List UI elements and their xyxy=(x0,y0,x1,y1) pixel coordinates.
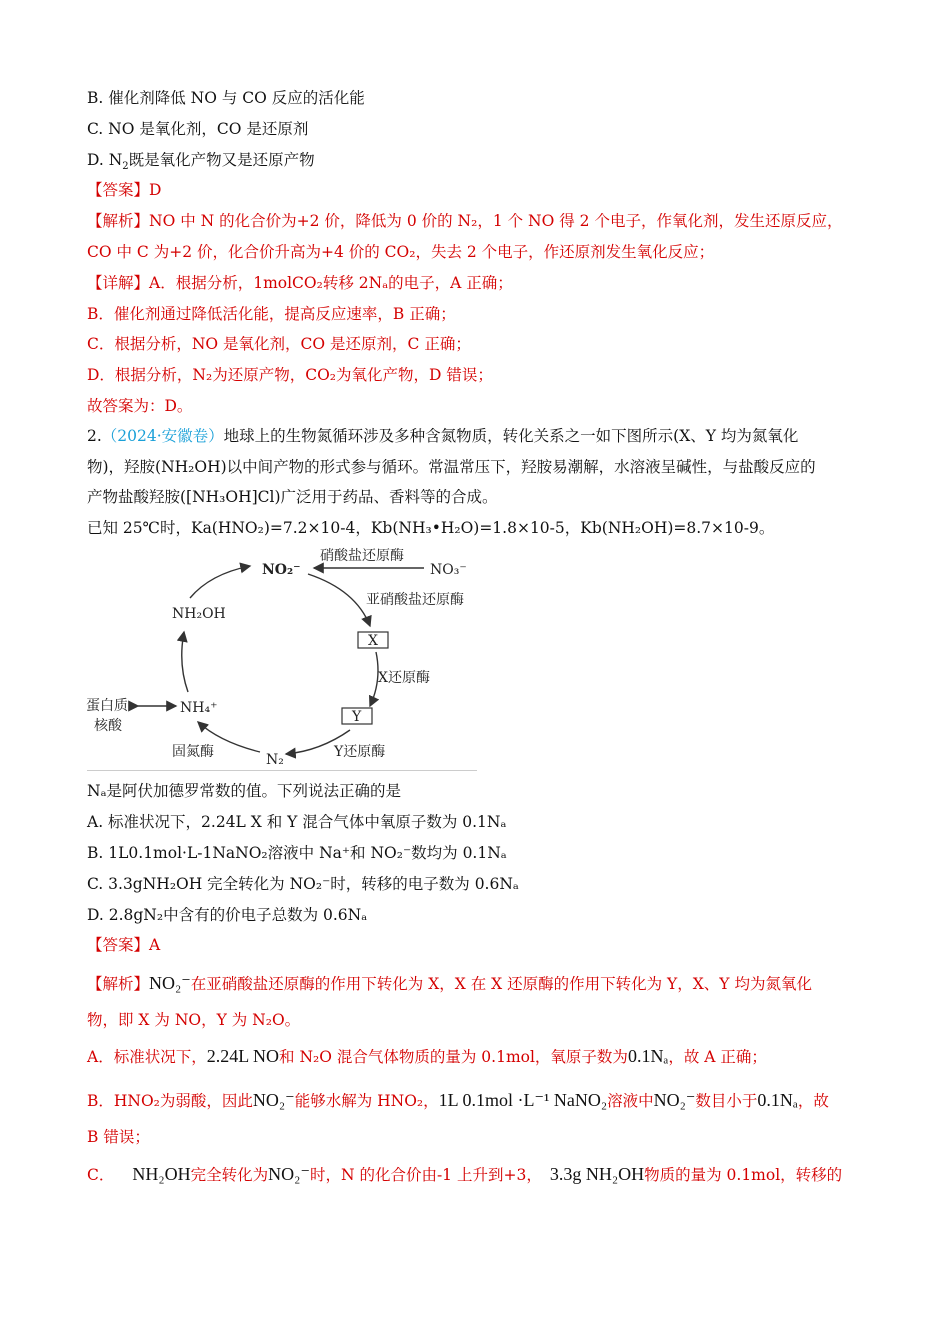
q2-analysis-b: B．HNO₂为弱酸，因此NO₂⁻能够水解为 HNO₂，1L 0.1mol ·L⁻¹ NaNO₂溶液中NO₂⁻数目小于0.1Nₐ，故 xyxy=(87,1090,829,1110)
label-enzyme-n2: 固氮酶 xyxy=(172,744,214,760)
q2-prompt: Nₐ是阿伏加德罗常数的值。下列说法正确的是 xyxy=(87,782,402,800)
q1-detail-a: 【详解】A．根据分析，1molCO₂转移 2Nₐ的电子，A 正确； xyxy=(87,274,513,292)
q2-analysis-line2: 物，即 X 为 NO，Y 为 N₂O。 xyxy=(87,1011,301,1029)
diagram-divider xyxy=(87,770,477,771)
q2-answer: 【答案】A xyxy=(87,936,161,954)
q1-analysis-line1: 【解析】NO 中 N 的化合价为+2 价，降低为 0 价的 N₂，1 个 NO 得 2 个电子，作氧化剂，发生还原反应， xyxy=(87,212,843,230)
label-enzyme-nitrate: 硝酸盐还原酶 xyxy=(320,548,404,564)
label-nucleic: 核酸 xyxy=(94,718,122,734)
q1-detail-d: D．根据分析，N₂为还原产物，CO₂为氧化产物，D 错误； xyxy=(87,366,493,384)
q2-analysis-a: A．标准状况下，2.24L NO和 N₂O 混合气体物质的量为 0.1mol，氧原子数为0.1Nₐ，故 A 正确； xyxy=(87,1046,767,1066)
label-enzyme-x: X还原酶 xyxy=(378,670,430,686)
q2-analysis-line1: 【解析】NO₂⁻在亚硝酸盐还原酶的作用下转化为 X，X 在 X 还原酶的作用下转化为 Y，X、Y 均为氮氧化 xyxy=(87,973,812,993)
q2-stem-line2: 物)，羟胺(NH₂OH)以中间产物的形式参与循环。常温常压下，羟胺易潮解，水溶液呈碱性，与盐酸反应的 xyxy=(87,458,816,476)
q1-detail-c: C．根据分析，NO 是氧化剂，CO 是还原剂，C 正确； xyxy=(87,335,471,353)
q2-source: （2024·安徽卷） xyxy=(101,427,224,445)
q2-stem-line4: 已知 25℃时，Ka(HNO₂)=7.2×10-4，Kb(NH₃•H₂O)=1.8×10-5，Kb(NH₂OH)=8.7×10-9。 xyxy=(87,519,775,537)
label-nitrate: NO₃⁻ xyxy=(430,562,467,578)
nitrogen-cycle-diagram xyxy=(80,546,480,772)
q1-option-d: D. $N_2$既是氧化产物又是还原产物 xyxy=(87,151,315,173)
arrow-nitrite-to-x xyxy=(308,574,370,626)
q2-analysis-b-line2: B 错误； xyxy=(87,1128,150,1146)
label-n2: N₂ xyxy=(266,752,284,768)
q1-option-c: C. NO 是氧化剂，CO 是还原剂 xyxy=(87,120,309,138)
arrow-nh2oh-to-nitrite xyxy=(190,566,250,598)
arrow-x-to-y xyxy=(370,652,378,706)
label-box-x: X xyxy=(368,633,378,649)
q2-option-b: B. 1L0.1mol·L-1NaNO₂溶液中 Na⁺和 NO₂⁻数均为 0.1Nₐ xyxy=(87,844,507,862)
arrow-nh4-to-nh2oh xyxy=(182,632,188,692)
q2-option-c: C. 3.3gNH₂OH 完全转化为 NO₂⁻时，转移的电子数为 0.6Nₐ xyxy=(87,875,519,893)
q1-answer: 【答案】D xyxy=(87,181,162,199)
q2-option-d: D. 2.8gN₂中含有的价电子总数为 0.6Nₐ xyxy=(87,906,368,924)
label-nitrite: NO₂⁻ xyxy=(262,562,301,578)
q2-stem-line1: 2.（2024·安徽卷）地球上的生物氮循环涉及多种含氮物质，转化关系之一如下图所示(X、Y 均为氮氧化 xyxy=(87,427,799,445)
q2-option-a: A. 标准状况下，2.24L X 和 Y 混合气体中氧原子数为 0.1Nₐ xyxy=(87,813,507,831)
q1-analysis-line2: CO 中 C 为+2 价，化合价升高为+4 价的 CO₂，失去 2 个电子，作还原剂发生氧化反应； xyxy=(87,243,715,261)
label-enzyme-nitrite: 亚硝酸盐还原酶 xyxy=(366,592,464,608)
q1-conclusion: 故答案为：D。 xyxy=(87,397,193,415)
q2-stem-line3: 产物盐酸羟胺([NH₃OH]Cl)广泛用于药品、香料等的合成。 xyxy=(87,488,498,506)
label-ammonium: NH₄⁺ xyxy=(180,700,218,716)
label-enzyme-y: Y还原酶 xyxy=(334,744,386,760)
label-hydroxylamine: NH₂OH xyxy=(172,606,226,622)
label-box-y: Y xyxy=(352,709,362,725)
q2-analysis-c: C． NH₂OH完全转化为NO₂⁻时，N 的化合价由-1 上升到+3， 3.3g NH₂OH物质的量为 0.1mol，转移的 xyxy=(87,1164,843,1184)
q1-detail-b: B．催化剂通过降低活化能，提高反应速率，B 正确； xyxy=(87,305,456,323)
q1-option-b: B. 催化剂降低 NO 与 CO 反应的活化能 xyxy=(87,89,365,107)
label-protein: 蛋白质 xyxy=(86,698,128,714)
